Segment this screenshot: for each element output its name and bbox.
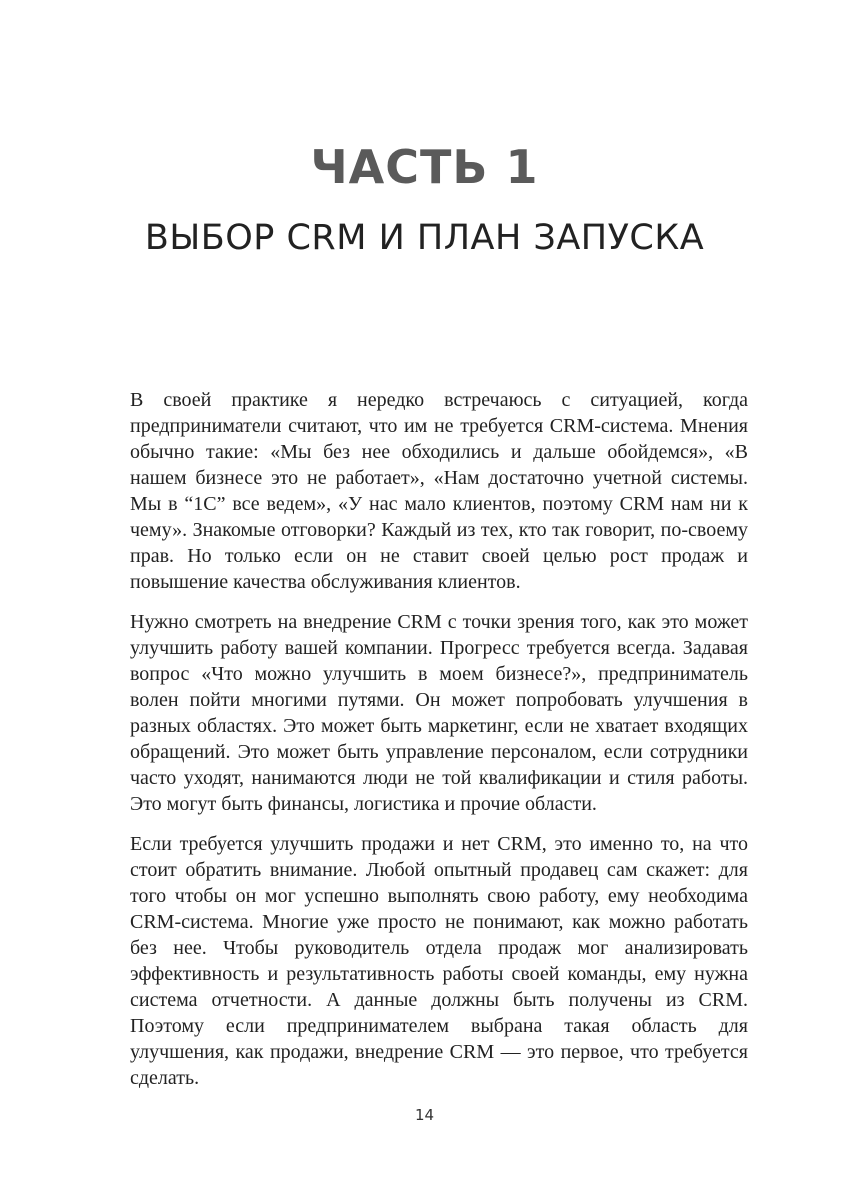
part-title: ВЫБОР CRM И ПЛАН ЗАПУСКА <box>144 218 705 258</box>
paragraph: Нужно смотреть на внедрение CRM с точки зрения того, как это может улучшить работу вашей компании. Прогресс требуется всегда. Задавая вопрос «Что можно улучшить в моем бизнесе?», предприниматель волен пойти многими путями. Он может попробовать улучшения в разных областях. Это может быть маркетинг, если не хватает входящих обращений. Это может быть управление персоналом, если сотрудники часто уходят, нанимаются люди не той квалификации и стиля работы. Это могут быть финансы, логистика и прочие области. <box>130 611 748 815</box>
part-label: ЧАСТЬ 1 <box>310 140 539 194</box>
paragraph: Если требуется улучшить продажи и нет CRM, это именно то, на что стоит обратить внимание. Любой опытный продавец сам скажет: для того чтобы он мог успешно выполнять свою работу, ему необходима CRM-система. Многие уже просто не понимают, как можно работать без нее. Чтобы руководитель отдела продаж мог анализировать эффективность и результативность работы своей команды, ему нужна система отчетности. А данные должны быть получены из CRM. Поэтому если предпринимателем выбрана такая область для улучшения, как продажи, внедрение CRM — это первое, что требуется сделать. <box>130 833 748 1089</box>
body-text <box>130 387 748 1105</box>
paragraph: В своей практике я нередко встречаюсь с ситуацией, когда предприниматели считают, что им не требуется CRM-система. Мнения обычно такие: «Мы без нее обходились и дальше обойдемся», «В нашем бизнесе это не работает», «Нам достаточно учетной системы. Мы в “1С” все ведем», «У нас мало клиентов, поэтому CRM нам ни к чему». Знакомые отговорки? Каждый из тех, кто так говорит, по-своему прав. Но только если он не ставит своей целью рост продаж и повышение качества обслуживания клиентов. <box>130 389 748 593</box>
page-number: 14 <box>414 1106 435 1124</box>
